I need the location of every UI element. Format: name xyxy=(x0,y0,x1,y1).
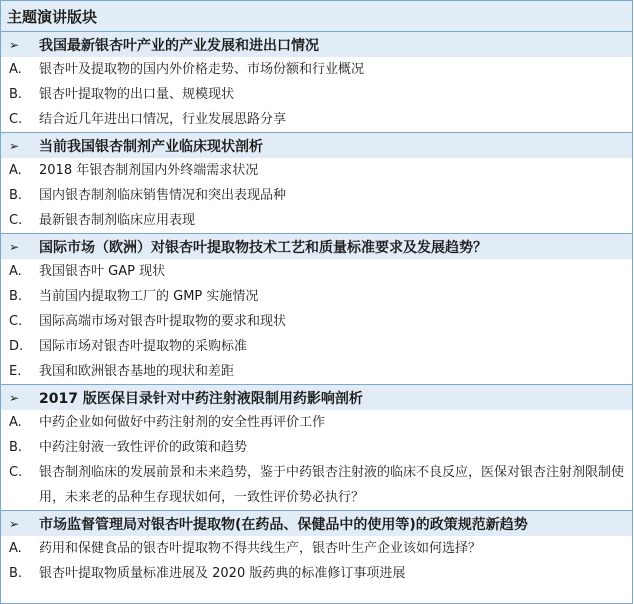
item-letter: B. xyxy=(9,566,23,581)
section-heading-text: 我国最新银杏叶产业的产业发展和进出口情况 xyxy=(39,37,319,54)
item-letter: A. xyxy=(9,264,22,279)
arrow-bullet-icon: ➢ xyxy=(9,138,20,153)
list-item xyxy=(1,82,632,107)
section-heading-text: 2017 版医保目录针对中药注射液限制用药影响剖析 xyxy=(39,390,363,407)
arrow-bullet-icon: ➢ xyxy=(9,390,20,405)
item-letter: C. xyxy=(9,213,23,228)
section-5 xyxy=(1,511,632,586)
item-text: 中药企业如何做好中药注射剂的安全性再评价工作 xyxy=(39,415,326,430)
item-text: 银杏叶提取物质量标准进展及 2020 版药典的标准修订事项进展 xyxy=(39,566,406,581)
list-item xyxy=(1,284,632,309)
item-letter: B. xyxy=(9,87,23,102)
list-item xyxy=(1,334,632,359)
item-text: 药用和保健食品的银杏叶提取物不得共线生产，银杏叶生产企业该如何选择？ xyxy=(39,541,482,556)
section-heading-text: 当前我国银杏制剂产业临床现状剖析 xyxy=(39,138,263,155)
item-letter: D. xyxy=(9,339,24,354)
item-letter: A. xyxy=(9,415,22,430)
section-heading xyxy=(1,385,632,410)
item-text: 当前国内提取物工厂的 GMP 实施情况 xyxy=(39,289,259,304)
item-letter: E. xyxy=(9,364,22,379)
list-item xyxy=(1,57,632,82)
list-item xyxy=(1,158,632,183)
item-letter: C. xyxy=(9,465,23,480)
item-letter: A. xyxy=(9,62,22,77)
item-text: 我国银杏叶 GAP 现状 xyxy=(39,264,166,279)
list-item xyxy=(1,107,632,132)
list-item xyxy=(1,410,632,435)
item-letter: B. xyxy=(9,440,23,455)
list-item xyxy=(1,183,632,208)
item-letter: A. xyxy=(9,541,22,556)
item-text: 国际高端市场对银杏叶提取物的要求和现状 xyxy=(39,314,287,329)
list-item xyxy=(1,359,632,384)
section-4 xyxy=(1,385,632,511)
item-text: 2018 年银杏制剂国内外终端需求状况 xyxy=(39,163,259,178)
item-letter: B. xyxy=(9,289,23,304)
section-1 xyxy=(1,32,632,133)
table-title: 主题演讲版块 xyxy=(1,1,632,32)
item-text: 国际市场对银杏叶提取物的采购标准 xyxy=(39,339,248,354)
section-heading xyxy=(1,133,632,158)
section-heading xyxy=(1,234,632,259)
arrow-bullet-icon: ➢ xyxy=(9,516,20,531)
item-text: 最新银杏制剂临床应用表现 xyxy=(39,213,196,228)
list-item xyxy=(1,259,632,284)
item-text: 银杏制剂临床的发展前景和未来趋势，鉴于中药银杏注射液的临床不良反应，医保对银杏注射剂限制使用，未来老的品种生存现状如何，一致性评价势必执行？ xyxy=(39,465,625,505)
item-text: 国内银杏制剂临床销售情况和突出表现品种 xyxy=(39,188,287,203)
item-letter: A. xyxy=(9,163,22,178)
list-item xyxy=(1,435,632,460)
item-text: 银杏叶及提取物的国内外价格走势、市场份额和行业概况 xyxy=(39,62,365,77)
item-text: 银杏叶提取物的出口量、规模现状 xyxy=(39,87,235,102)
section-heading-text: 市场监督管理局对银杏叶提取物(在药品、保健品中的使用等)的政策规范新趋势 xyxy=(39,516,528,533)
item-letter: C. xyxy=(9,314,23,329)
list-item xyxy=(1,309,632,334)
section-heading-text: 国际市场（欧洲）对银杏叶提取物技术工艺和质量标准要求及发展趋势？ xyxy=(39,239,487,256)
section-heading xyxy=(1,511,632,536)
section-2 xyxy=(1,133,632,234)
section-3 xyxy=(1,234,632,385)
arrow-bullet-icon: ➢ xyxy=(9,37,20,52)
item-text: 中药注射液一致性评价的政策和趋势 xyxy=(39,440,248,455)
item-letter: C. xyxy=(9,112,23,127)
list-item xyxy=(1,208,632,233)
list-item xyxy=(1,561,632,586)
item-letter: B. xyxy=(9,188,23,203)
item-text: 结合近几年进出口情况，行业发展思路分享 xyxy=(39,112,287,127)
item-text: 我国和欧洲银杏基地的现状和差距 xyxy=(39,364,235,379)
arrow-bullet-icon: ➢ xyxy=(9,239,20,254)
section-heading xyxy=(1,32,632,57)
list-item xyxy=(1,460,632,510)
list-item xyxy=(1,536,632,561)
